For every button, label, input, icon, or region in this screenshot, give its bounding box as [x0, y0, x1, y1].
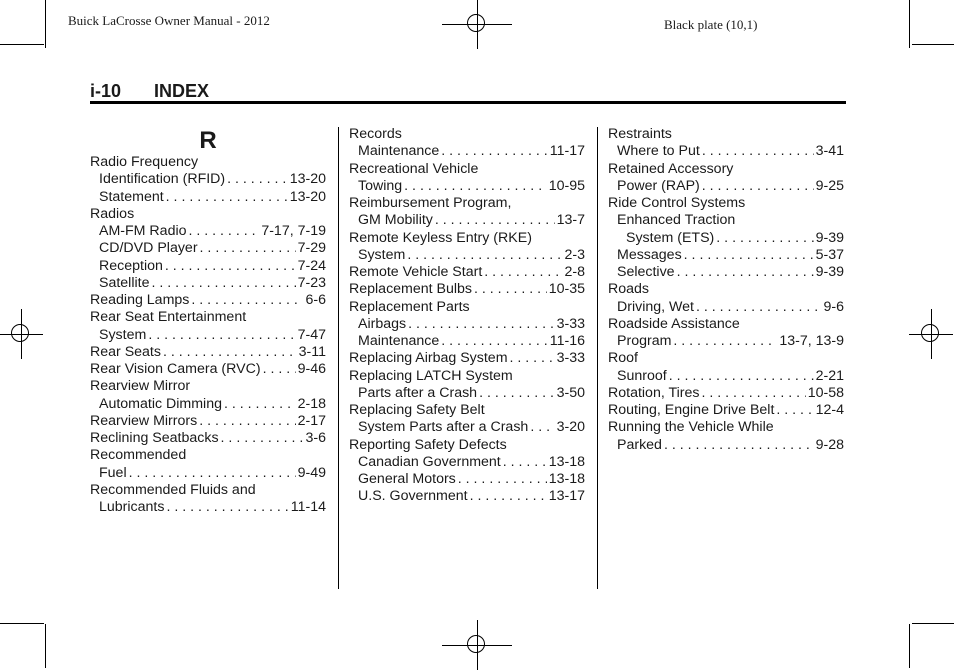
manual-title: Buick LaCrosse Owner Manual - 2012 [68, 13, 270, 28]
column-divider [338, 127, 339, 589]
dot-leader [148, 327, 295, 344]
dot-leader [263, 361, 296, 378]
entry-text: System (ETS) [626, 229, 715, 246]
dot-leader [441, 333, 548, 350]
entry-text: Reading Lamps [90, 292, 190, 308]
entry-page: 6-6 [305, 292, 326, 308]
entry-text: Maintenance [358, 143, 440, 160]
entry-page: 13-7 [556, 212, 585, 229]
index-entry [608, 195, 844, 212]
entry-text: CD/DVD Player [99, 240, 198, 257]
entry-page: 9-46 [297, 361, 326, 377]
index-entry [608, 316, 844, 333]
entry-text: Replacement Bulbs [349, 281, 473, 298]
index-entry [90, 292, 326, 309]
index-entry [349, 230, 585, 247]
entry-page: 9-25 [815, 177, 844, 194]
index-entry [349, 419, 585, 436]
index-entry [349, 126, 585, 143]
dot-leader [702, 178, 814, 195]
entry-text: Rear Seat Entertainment [90, 309, 247, 326]
dot-leader [221, 430, 304, 447]
entry-page: 3-41 [815, 143, 844, 160]
entry-text: Power (RAP) [617, 177, 700, 194]
entry-page: 2-3 [564, 246, 585, 263]
index-entry [349, 195, 585, 212]
entry-page: 7-47 [297, 326, 326, 343]
entry-page: 2-21 [815, 367, 844, 384]
index-entry [608, 385, 844, 402]
dot-leader [510, 350, 555, 367]
entry-text: Replacing Safety Belt [349, 402, 485, 418]
dot-leader [673, 333, 777, 350]
entry-text: Ride Control Systems [608, 195, 746, 211]
entry-page: 2-8 [564, 264, 585, 280]
dot-leader [407, 247, 562, 264]
dot-leader [702, 143, 814, 160]
dot-leader [776, 402, 813, 419]
entry-page: 3-33 [556, 350, 585, 367]
entry-page: 13-18 [548, 453, 585, 470]
entry-text: Records [349, 126, 402, 142]
index-entry [349, 385, 585, 402]
entry-text: System [99, 326, 147, 343]
entry-page: 2-17 [297, 412, 326, 429]
dot-leader [716, 230, 813, 247]
entry-text: Sunroof [617, 367, 667, 384]
index-entry [90, 482, 326, 499]
entry-text: Recommended [90, 447, 187, 464]
dot-leader [503, 454, 547, 471]
index-entry [90, 258, 326, 275]
dot-leader [200, 240, 296, 257]
index-entry [608, 247, 844, 264]
entry-page: 11-16 [549, 333, 585, 349]
index-entry [349, 471, 585, 488]
entry-text: Recommended Fluids and [90, 481, 256, 498]
entry-text: Routing, Engine Drive Belt [608, 402, 775, 418]
entry-text: Driving, Wet [617, 298, 694, 315]
entry-text: Reclining Seatbacks [90, 430, 219, 446]
index-entry [349, 143, 585, 160]
index-entry [349, 333, 585, 350]
index-entry [349, 212, 585, 229]
index-entry [90, 154, 326, 171]
crop-mark [909, 0, 910, 48]
index-entry [90, 275, 326, 292]
dot-leader [664, 437, 814, 454]
crop-mark [0, 44, 44, 45]
entry-text: Airbags [358, 315, 407, 332]
index-entry [90, 189, 326, 206]
dot-leader [166, 189, 288, 206]
entry-text: Roadside Assistance [608, 315, 740, 332]
index-entry [90, 344, 326, 361]
index-entry [349, 488, 585, 505]
entry-text: Remote Keyless Entry (RKE) [349, 229, 532, 246]
index-entry [90, 396, 326, 413]
entry-text: Retained Accessory [608, 160, 734, 177]
index-entry [608, 419, 844, 436]
crop-mark [45, 0, 46, 48]
entry-text: Rearview Mirror [90, 378, 191, 395]
dot-leader [484, 264, 562, 281]
index-entry [90, 499, 326, 516]
index-entry [349, 350, 585, 367]
entry-text: System [358, 246, 406, 263]
entry-text: General Motors [358, 471, 456, 487]
index-entry [90, 378, 326, 395]
index-entry [608, 178, 844, 195]
index-entry [608, 299, 844, 316]
index-entry [90, 327, 326, 344]
entry-text: Statement [99, 188, 164, 205]
section-title: INDEX [154, 81, 210, 101]
index-entry [349, 264, 585, 281]
dot-leader [165, 258, 296, 275]
entry-text: GM Mobility [358, 212, 433, 229]
entry-text: Restraints [608, 126, 672, 142]
column-divider [597, 127, 598, 589]
entry-page: 3-50 [556, 384, 585, 401]
entry-text: Messages [617, 246, 682, 263]
entry-text: Parked [617, 436, 662, 453]
index-entry [349, 402, 585, 419]
dot-leader [435, 212, 555, 229]
index-entry [90, 223, 326, 240]
index-entry [90, 430, 326, 447]
index-entry [608, 350, 844, 367]
dot-leader [684, 247, 814, 264]
entry-text: Fuel [99, 464, 127, 481]
dot-leader [669, 368, 814, 385]
entry-text: Satellite [99, 274, 150, 291]
entry-page: 3-20 [556, 419, 585, 436]
index-entry [90, 413, 326, 430]
entry-text: Rear Seats [90, 343, 161, 360]
dot-leader [404, 178, 547, 195]
index-entry [349, 316, 585, 333]
plate-label: Black plate (10,1) [664, 17, 758, 32]
dot-leader [458, 471, 547, 488]
entry-text: Selective [617, 264, 675, 280]
entry-text: Replacing LATCH System [349, 367, 513, 384]
dot-leader [224, 396, 296, 413]
entry-text: Lubricants [99, 499, 165, 515]
index-column-1 [90, 126, 326, 516]
index-entry [349, 281, 585, 298]
entry-text: Roads [608, 281, 650, 298]
index-letter: R [199, 127, 217, 154]
index-entry [608, 212, 844, 229]
crop-mark [0, 623, 44, 624]
entry-page: 9-39 [815, 264, 844, 280]
index-entry [608, 126, 844, 143]
entry-page: 7-29 [297, 240, 326, 257]
entry-page: 3-33 [556, 315, 585, 332]
index-entry [90, 465, 326, 482]
entry-text: Radio Frequency [90, 154, 199, 170]
index-column-3 [608, 126, 844, 454]
dot-leader [474, 281, 547, 298]
index-entry [349, 161, 585, 178]
entry-text: Maintenance [358, 333, 440, 349]
index-entry [608, 368, 844, 385]
entry-text: Rear Vision Camera (RVC) [90, 361, 261, 377]
entry-page: 13-20 [289, 171, 326, 188]
entry-page: 3-11 [298, 343, 326, 360]
dot-leader [696, 299, 821, 316]
index-entry [608, 143, 844, 160]
entry-page: 7-17, 7-19 [261, 223, 326, 239]
entry-text: Radios [90, 205, 135, 222]
entry-text: Rotation, Tires [608, 384, 700, 401]
entry-text: Remote Vehicle Start [349, 264, 483, 280]
entry-text: System Parts after a Crash [358, 419, 529, 436]
dot-leader [441, 143, 548, 160]
index-entry [608, 230, 844, 247]
index-entry [608, 333, 844, 350]
index-entry [90, 240, 326, 257]
index-entry [90, 309, 326, 326]
header-rule [90, 101, 846, 104]
index-entry [349, 247, 585, 264]
index-entry [349, 454, 585, 471]
dot-leader [129, 465, 296, 482]
index-entry [608, 437, 844, 454]
dot-leader [479, 385, 555, 402]
index-entry [349, 368, 585, 385]
index-column-2 [349, 126, 585, 506]
entry-text: Parts after a Crash [358, 384, 478, 401]
dot-leader [470, 488, 547, 505]
entry-page: 9-39 [815, 229, 844, 246]
entry-page: 10-58 [807, 384, 844, 401]
entry-text: Reception [99, 257, 163, 274]
index-entry [349, 299, 585, 316]
index-entry [608, 161, 844, 178]
entry-page: 7-23 [297, 274, 326, 291]
crop-mark [909, 624, 910, 668]
dot-leader [701, 385, 805, 402]
entry-page: 2-18 [297, 395, 326, 412]
entry-text: Where to Put [617, 143, 700, 160]
entry-text: Reimbursement Program, [349, 195, 512, 211]
dot-leader [189, 223, 260, 240]
entry-page: 5-37 [815, 246, 844, 263]
entry-text: Reporting Safety Defects [349, 436, 507, 453]
index-entry [90, 447, 326, 464]
entry-page: 11-17 [549, 143, 585, 160]
page-number: i-10 [90, 81, 122, 101]
entry-text: Replacing Airbag System [349, 350, 508, 367]
entry-text: Enhanced Traction [617, 212, 736, 229]
entry-text: Running the Vehicle While [608, 419, 774, 436]
index-entry [608, 264, 844, 281]
entry-page: 10-35 [548, 281, 585, 298]
index-entry [608, 402, 844, 419]
index-entry [608, 281, 844, 298]
entry-text: U.S. Government [358, 488, 468, 505]
dot-leader [227, 171, 288, 188]
entry-text: Automatic Dimming [99, 395, 222, 412]
entry-text: Recreational Vehicle [349, 160, 479, 177]
dot-leader [199, 413, 295, 430]
entry-page: 9-6 [823, 298, 844, 315]
entry-text: Program [617, 333, 672, 349]
dot-leader [191, 292, 303, 309]
entry-page: 3-6 [305, 430, 326, 446]
entry-text: Towing [358, 177, 403, 194]
entry-text: Rearview Mirrors [90, 412, 198, 429]
index-entry [90, 206, 326, 223]
dot-leader [408, 316, 554, 333]
entry-page: 12-4 [815, 402, 844, 418]
index-entry [349, 437, 585, 454]
entry-text: Roof [608, 350, 638, 367]
index-entry [349, 178, 585, 195]
dot-leader [151, 275, 295, 292]
dot-leader [530, 419, 554, 436]
entry-text: AM-FM Radio [99, 223, 187, 239]
dot-leader [166, 499, 288, 516]
index-entry [90, 361, 326, 378]
crop-mark [912, 44, 954, 45]
entry-page: 10-95 [548, 177, 585, 194]
entry-page: 13-20 [289, 188, 326, 205]
dot-leader [163, 344, 297, 361]
entry-page: 11-14 [290, 499, 326, 515]
entry-page: 13-7, 13-9 [779, 333, 844, 349]
crop-mark [912, 623, 954, 624]
entry-page: 9-28 [815, 436, 844, 453]
entry-text: Identification (RFID) [99, 171, 226, 188]
entry-page: 9-49 [297, 464, 326, 481]
entry-page: 7-24 [297, 257, 326, 274]
entry-text: Replacement Parts [349, 298, 470, 315]
entry-page: 13-17 [548, 488, 585, 505]
entry-text: Canadian Government [358, 453, 501, 470]
dot-leader [677, 264, 814, 281]
crop-mark [45, 624, 46, 668]
index-entry [90, 171, 326, 188]
entry-page: 13-18 [548, 471, 585, 487]
